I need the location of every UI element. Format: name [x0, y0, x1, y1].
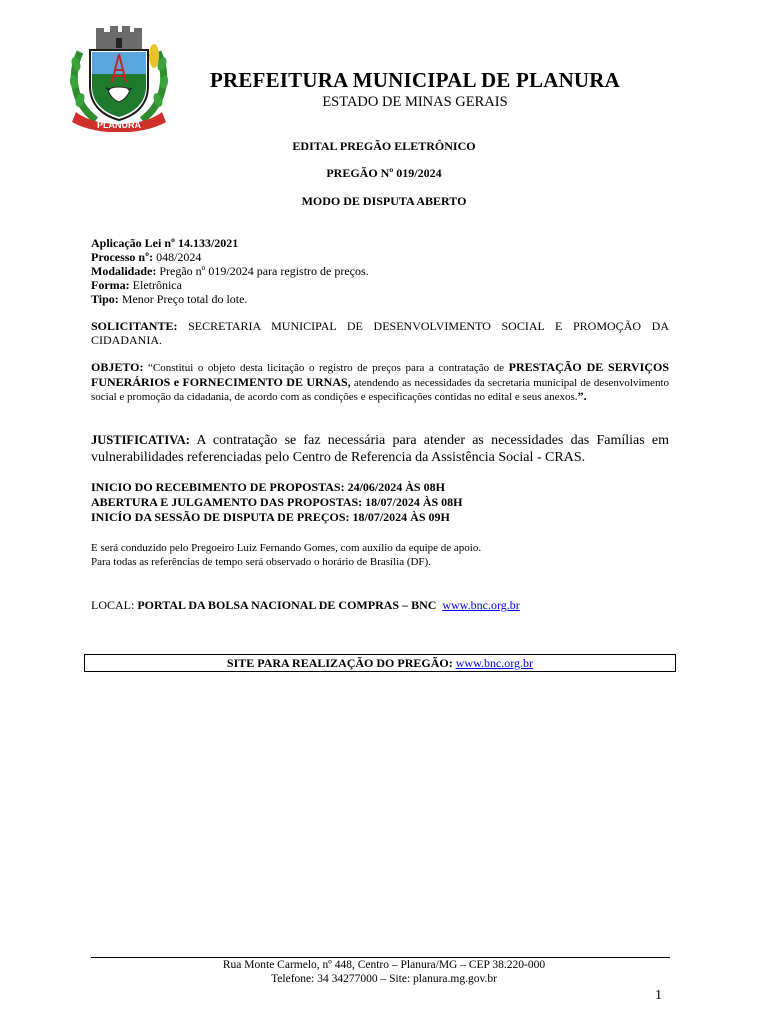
local-value: PORTAL DA BOLSA NACIONAL DE COMPRAS – BNC: [137, 598, 437, 612]
page-subtitle: ESTADO DE MINAS GERAIS: [322, 94, 508, 110]
site-box: [84, 654, 676, 672]
aplicacao-lei: Aplicação Lei nº 14.133/2021: [91, 236, 239, 250]
sessao-date: INICÍO DA SESSÃO DE DISPUTA DE PREÇOS: 18/07/2024 ÀS 09H: [91, 510, 450, 524]
disputa-mode: MODO DE DISPUTA ABERTO: [301, 194, 467, 208]
conducao-line-2: Para todas as referências de tempo será observado o horário de Brasília (DF).: [91, 555, 431, 568]
footer-address: Rua Monte Carmelo, nº 448, Centro – Planura/MG – CEP 38.220-000: [222, 959, 546, 971]
local-link[interactable]: www.bnc.org.br: [442, 598, 520, 612]
modalidade-value: Pregão nº 019/2024 para registro de preços.: [156, 264, 369, 278]
info-block: [91, 236, 669, 306]
edital-type: EDITAL PREGÃO ELETRÔNICO: [292, 139, 476, 153]
site-label: SITE PARA REALIZAÇÃO DO PREGÃO:: [226, 656, 453, 670]
page-title: PREFEITURA MUNICIPAL DE PLANURA: [209, 68, 621, 92]
forma-value: Eletrônica: [129, 278, 182, 292]
processo-label: Processo nº:: [91, 250, 154, 264]
tipo-label: Tipo:: [91, 292, 119, 306]
justificativa-paragraph: [91, 432, 669, 466]
recebimento-date: INICIO DO RECEBIMENTO DE PROPOSTAS: 24/06/2024 ÀS 08H: [91, 480, 445, 494]
schedule-block: [91, 480, 669, 525]
municipal-crest-icon: [66, 24, 172, 132]
solicitante-value: SECRETARIA MUNICIPAL DE DESENVOLVIMENTO SOCIAL E PROMOÇÃO DA CIDADANIA.: [91, 319, 669, 347]
objeto-paragraph: [91, 361, 669, 405]
objeto-label: OBJETO:: [91, 360, 144, 374]
objeto-text-1: “Constitui o objeto desta licitação o registro de preços para a contratação de: [143, 362, 509, 374]
site-link[interactable]: www.bnc.org.br: [455, 656, 534, 670]
solicitante-paragraph: [91, 319, 669, 347]
objeto-service: PRESTAÇÃO DE SERVIÇOS FUNERÁRIOS e FORNECIMENTO DE URNAS,: [91, 360, 669, 389]
processo-value: 048/2024: [153, 250, 202, 264]
solicitante-label: SOLICITANTE:: [91, 319, 178, 333]
local-label: LOCAL:: [91, 598, 138, 612]
forma-label: Forma:: [91, 278, 130, 292]
objeto-text-2: atendendo as necessidades da secretaria municipal de desenvolvimento social e promoção da cidadania, de acordo com as condições e especificações contidas no edital e seus anexos.: [91, 376, 669, 403]
footer-contact: Telefone: 34 34277000 – Site: planura.mg.gov.br: [271, 973, 497, 985]
tipo-value: Menor Preço total do lote.: [118, 292, 248, 306]
modalidade-label: Modalidade:: [91, 264, 157, 278]
conducao-line-1: E será conduzido pelo Pregoeiro Luiz Fernando Gomes, com auxílio da equipe de apoio.: [91, 542, 482, 554]
crest-banner-text: PLANURA: [97, 120, 141, 130]
objeto-closing: ”.: [577, 389, 587, 403]
justificativa-value: A contratação se faz necessária para atender as necessidades das Famílias em vulnerabilidades referenciadas pelo Centro de Referencia da Assistência Social - CRAS.: [91, 433, 669, 465]
pregao-number: PREGÃO Nº 019/2024: [326, 166, 442, 180]
abertura-date: ABERTURA E JULGAMENTO DAS PROPOSTAS: 18/07/2024 ÀS 08H: [91, 495, 463, 509]
conducao-block: [91, 542, 669, 569]
local-line: [91, 598, 669, 612]
footer-divider: [91, 957, 670, 958]
page-number: 1: [655, 988, 662, 1003]
justificativa-label: JUSTIFICATIVA:: [91, 433, 190, 447]
